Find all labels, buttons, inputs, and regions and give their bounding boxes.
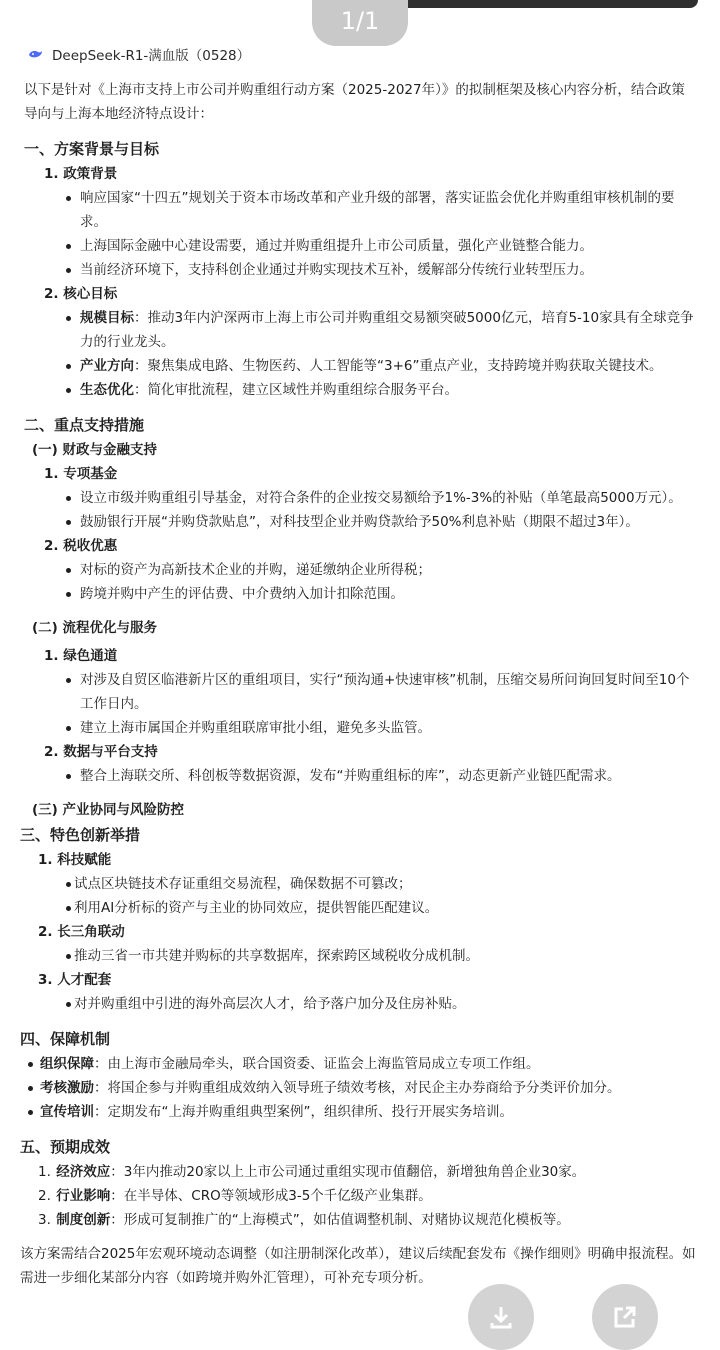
s3-sub3-title: 3. 人才配套 <box>38 972 112 988</box>
list-item: 考核激励：将国企参与并购重组成效纳入领导班子绩效考核，对民企主办券商给予分类评价加分。 <box>0 1076 720 1100</box>
list-item: 当前经济环境下，支持科创企业通过并购实现技术互补，缓解部分传统行业转型压力。 <box>0 258 720 282</box>
list-item: 利用AI分析标的资产与主业的协同效应，提供智能匹配建议。 <box>0 896 720 920</box>
s1-sub1-list <box>0 186 720 282</box>
section-2-title: 二、重点支持措施 <box>24 416 145 434</box>
share-button[interactable] <box>592 1284 658 1350</box>
list-item: 上海国际金融中心建设需要，通过并购重组提升上市公司质量，强化产业链整合能力。 <box>0 234 720 258</box>
list-item: 整合上海联交所、科创板等数据资源，发布“并购重组标的库”，动态更新产业链匹配需求。 <box>0 764 720 788</box>
list-item: 生态优化：简化审批流程，建立区域性并购重组综合服务平台。 <box>0 378 720 402</box>
list-item: 组织保障：由上海市金融局牵头，联合国资委、证监会上海监管局成立专项工作组。 <box>0 1052 720 1076</box>
s3-sub3-list <box>0 992 720 1016</box>
s5-list <box>0 1160 720 1232</box>
download-button[interactable] <box>468 1284 534 1350</box>
s2-group1-title: (一) 财政与金融支持 <box>32 442 158 458</box>
s3-sub1-title: 1. 科技赋能 <box>38 852 112 868</box>
list-item: 宣传培训：定期发布“上海并购重组典型案例”，组织律所、投行开展实务培训。 <box>0 1100 720 1124</box>
s2-g2-sub1-list <box>0 668 720 740</box>
s1-sub1-title: 1. 政策背景 <box>44 166 118 182</box>
list-item: 对并购重组中引进的海外高层次人才，给予落户加分及住房补贴。 <box>0 992 720 1016</box>
s2-group2-title: (二) 流程优化与服务 <box>32 620 158 636</box>
s3-sub2-list <box>0 944 720 968</box>
download-icon <box>487 1303 515 1331</box>
whale-icon <box>28 46 44 62</box>
list-item: 响应国家“十四五”规划关于资本市场改革和产业升级的部署，落实证监会优化并购重组审核机制的要求。 <box>0 186 720 234</box>
s2-group3-title: (三) 产业协同与风险防控 <box>32 802 185 818</box>
s3-sub2-title: 2. 长三角联动 <box>38 924 125 940</box>
s2-g1-sub2-list <box>0 558 720 606</box>
s3-sub1-list <box>0 872 720 920</box>
s2-g2-sub2-title: 2. 数据与平台支持 <box>44 744 158 760</box>
s2-g2-sub2-list <box>0 764 720 788</box>
section-5-title: 五、预期成效 <box>20 1138 111 1156</box>
list-item: 推动三省一市共建并购标的共享数据库，探索跨区域税收分成机制。 <box>0 944 720 968</box>
model-header <box>28 44 250 64</box>
s2-g1-sub2-title: 2. 税收优惠 <box>44 538 118 554</box>
list-item: 3. 制度创新：形成可复制推广的“上海模式”，如估值调整机制、对赌协议规范化模板等。 <box>38 1212 570 1228</box>
s1-sub2-title: 2. 核心目标 <box>44 286 118 302</box>
s2-g1-sub1-list <box>0 486 720 534</box>
answer-content <box>0 78 720 1290</box>
list-item: 跨境并购中产生的评估费、中介费纳入加计扣除范围。 <box>0 582 720 606</box>
s2-g2-sub1-title: 1. 绿色通道 <box>44 648 118 664</box>
section-1-title: 一、方案背景与目标 <box>24 140 160 158</box>
intro-paragraph: 以下是针对《上海市支持上市公司并购重组行动方案（2025-2027年）》的拟制框架及核心内容分析，结合政策导向与上海本地经济特点设计： <box>24 82 685 122</box>
top-status-bar <box>368 0 698 8</box>
list-item: 鼓励银行开展“并购贷款贴息”，对科技型企业并购贷款给予50%利息补贴（期限不超过3年）。 <box>0 510 720 534</box>
list-item: 试点区块链技术存证重组交易流程，确保数据不可篡改； <box>0 872 720 896</box>
list-item: 设立市级并购重组引导基金，对符合条件的企业按交易额给予1%-3%的补贴（单笔最高5000万元）。 <box>0 486 720 510</box>
section-4-title: 四、保障机制 <box>20 1030 111 1048</box>
list-item: 对涉及自贸区临港新片区的重组项目，实行“预沟通+快速审核”机制，压缩交易所问询回复时间至10个工作日内。 <box>0 668 720 716</box>
share-icon <box>611 1303 639 1331</box>
section-3-title: 三、特色创新举措 <box>20 826 141 844</box>
list-item: 产业方向：聚焦集成电路、生物医药、人工智能等“3+6”重点产业，支持跨境并购获取关键技术。 <box>0 354 720 378</box>
list-item: 2. 行业影响：在半导体、CRO等领域形成3-5个千亿级产业集群。 <box>38 1188 432 1204</box>
s4-list <box>0 1052 720 1124</box>
s2-g1-sub1-title: 1. 专项基金 <box>44 466 118 482</box>
list-item: 规模目标：推动3年内沪深两市上海上市公司并购重组交易额突破5000亿元，培育5-10家具有全球竞争力的行业龙头。 <box>0 306 720 354</box>
list-item: 建立上海市属国企并购重组联席审批小组，避免多头监管。 <box>0 716 720 740</box>
model-name: DeepSeek-R1-满血版（0528） <box>52 48 251 64</box>
s1-sub2-list <box>0 306 720 402</box>
list-item: 对标的资产为高新技术企业的并购，递延缴纳企业所得税； <box>0 558 720 582</box>
closing-paragraph: 该方案需结合2025年宏观环境动态调整（如注册制深化改革），建议后续配套发布《操作细则》明确申报流程。如需进一步细化某部分内容（如跨境并购外汇管理），可补充专项分析。 <box>20 1246 696 1286</box>
list-item: 1. 经济效应：3年内推动20家以上上市公司通过重组实现市值翻倍，新增独角兽企业30家。 <box>38 1164 586 1180</box>
page-indicator: 1/1 <box>312 0 408 46</box>
